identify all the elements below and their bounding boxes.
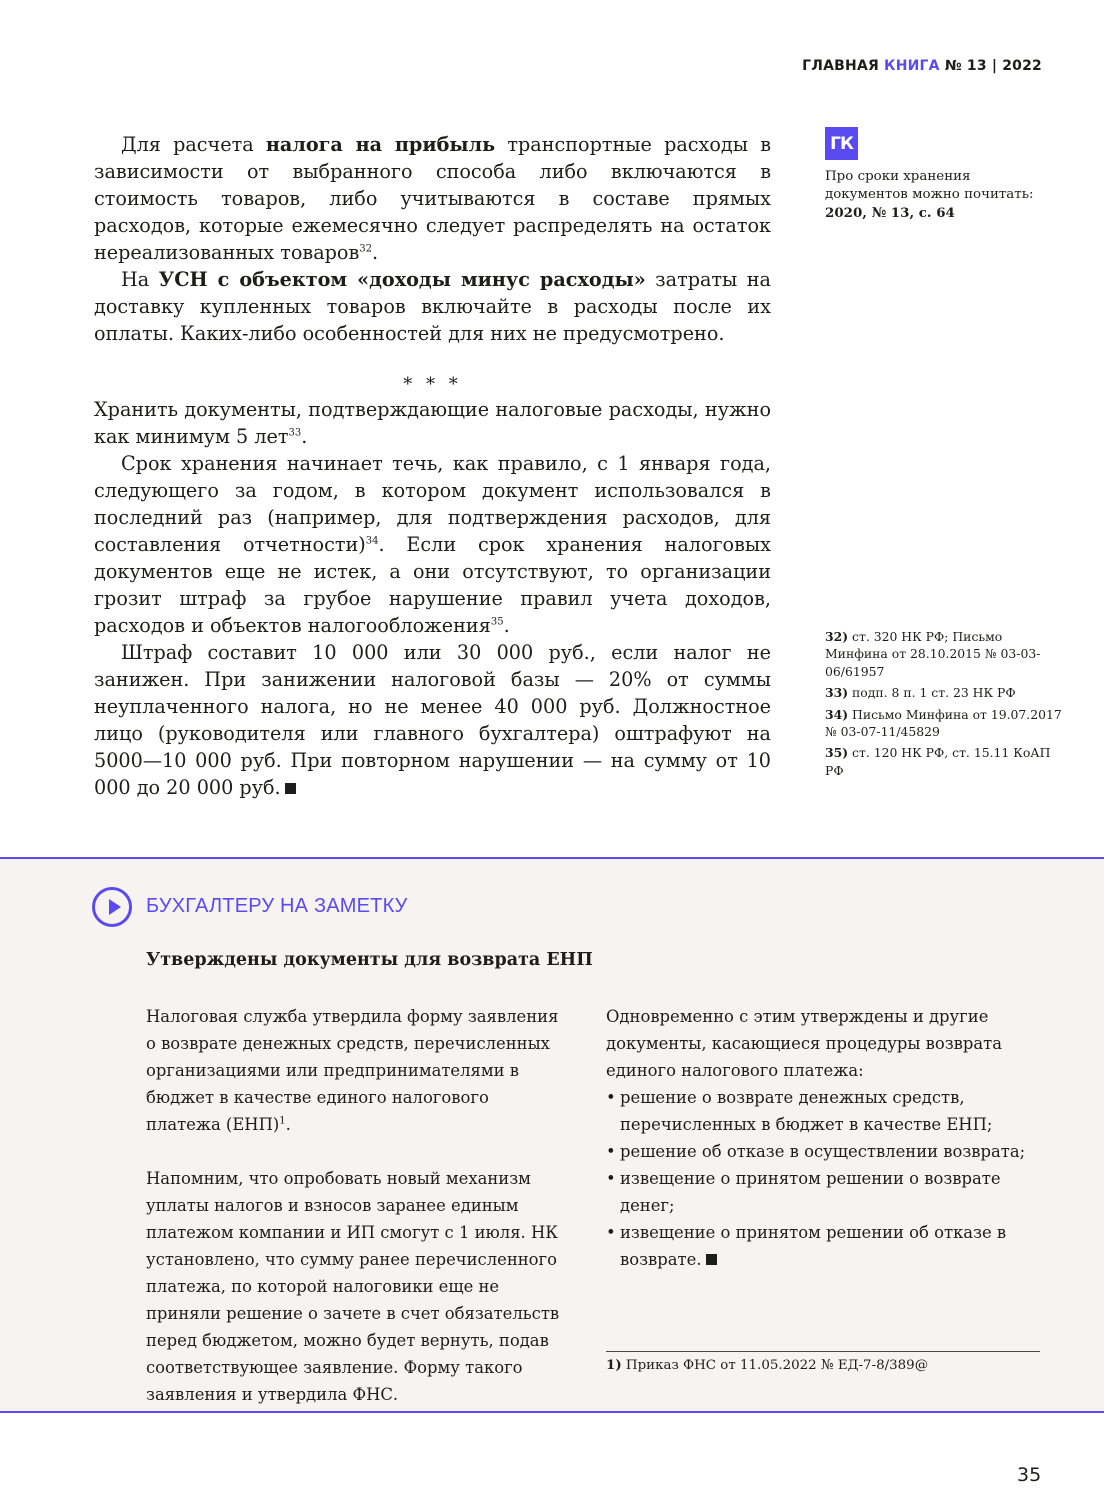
end-square-icon <box>285 783 296 794</box>
list-item: • решение о возврате денежных средств, перечисленных в бюджет в качестве ЕНП; <box>606 1084 1046 1138</box>
footnote-item <box>825 744 1065 779</box>
text: . <box>285 1115 291 1134</box>
footnote-ref: 1 <box>279 1115 286 1127</box>
box-paragraph <box>146 1003 566 1138</box>
paragraph-usn <box>94 266 771 347</box>
sidebar-reference-link[interactable]: 2020, № 13, с. 64 <box>825 205 955 221</box>
text: Налоговая служба утвердила форму заявления о возврате денежных средств, перечисленных организациями или предпринимателями в бюджет в качестве единого налогового платежа (ЕНП) <box>146 1007 559 1134</box>
page-number: 35 <box>1017 1464 1042 1486</box>
text: Для расчета <box>121 133 266 156</box>
document-list <box>606 1084 1046 1273</box>
footnote-item <box>825 684 1065 701</box>
sidebar-reference <box>825 127 1055 223</box>
paragraph-storage-period <box>94 450 771 639</box>
box-label: БУХГАЛТЕРУ НА ЗАМЕТКУ <box>146 895 408 917</box>
section-separator: * * * <box>403 374 462 395</box>
text: извещение о принятом решении об отказе в возврате. <box>620 1223 1007 1269</box>
gk-logo-icon: ГК <box>825 127 858 160</box>
text: Хранить документы, подтверждающие налоговые расходы, нужно как минимум 5 лет <box>94 398 771 448</box>
footnote-ref: 33 <box>288 427 302 439</box>
sidebar-line: Про сроки хранения <box>825 169 971 184</box>
footnote-number: 34) <box>825 706 849 722</box>
sidebar-line: документов можно почитать: <box>825 187 1034 202</box>
text: . Если срок хранения налоговых документов еще не истек, а они отсутствуют, то организации грозит штраф за грубое нарушение правил учета доходов, расходов и объектов налогообложения <box>94 533 771 637</box>
footnote-text: подп. 8 п. 1 ст. 23 НК РФ <box>848 685 1016 701</box>
footnote-text: ст. 320 НК РФ; Письмо Минфина от 28.10.2015 № 03-03-06/61957 <box>825 629 1041 679</box>
footnote-number: 33) <box>825 685 849 701</box>
header-title-part2: КНИГА <box>884 58 940 74</box>
footnote-ref: 35 <box>490 616 504 628</box>
header-issue: № 13 | 2022 <box>944 58 1042 74</box>
footnote-number: 32) <box>825 629 849 644</box>
footnote-number: 35) <box>825 745 849 761</box>
footnote-divider <box>606 1351 1040 1352</box>
footnote-text: ст. 120 НК РФ, ст. 15.11 КоАП РФ <box>825 745 1051 778</box>
text: затраты на доставку купленных товаров включайте в расходы после их оплаты. Каких-либо особенностей для них не предусмотрено. <box>94 268 771 345</box>
text: Штраф составит 10 000 или 30 000 руб., если налог не занижен. При занижении налоговой базы — 20% от суммы неуплаченного налога, но не менее 40 000 руб. Должностное лицо (руководителя или главного бухгалтера) оштрафуют на 5000—10 000 руб. При повторном нарушении — на сумму от 10 000 до 20 000 руб. <box>94 641 771 799</box>
footnote-item <box>825 706 1065 741</box>
footnote-number: 1) <box>606 1357 622 1373</box>
footnote-text: Письмо Минфина от 19.07.2017 № 03-07-11/45829 <box>825 706 1062 740</box>
sidebar-note <box>825 168 1055 223</box>
paragraph-storage <box>94 396 771 450</box>
footnote-ref: 34 <box>365 535 379 547</box>
box-footnote <box>606 1357 928 1373</box>
text: транспортные расходы в зависимости от выбранного способа либо включаются в стоимость товаров, либо учитываются в составе прямых расходов, которые ежемесячно следует распределять на остаток нереализованных товаров <box>94 133 772 264</box>
footnote-ref: 32 <box>359 243 373 255</box>
footnotes <box>825 628 1065 783</box>
footnote-text: Приказ ФНС от 11.05.2022 № ЕД-7-8/389@ <box>621 1358 929 1373</box>
text: . <box>301 425 308 448</box>
text: . <box>372 241 379 264</box>
box-left-column <box>146 1003 566 1408</box>
list-item: • решение об отказе в осуществлении возврата; <box>606 1138 1046 1165</box>
paragraph-fine <box>94 639 771 801</box>
header-title-part1: ГЛАВНАЯ <box>802 58 879 74</box>
journal-header <box>802 58 1042 74</box>
text: . <box>503 614 510 637</box>
box-right-column <box>606 1003 1046 1273</box>
list-item <box>606 1219 1046 1273</box>
play-icon <box>92 887 132 927</box>
box-paragraph: Напомним, что опробовать новый механизм уплаты налогов и взносов заранее единым платежом компании и ИП смогут с 1 июля. НК установлено, что сумму ранее перечисленного платежа, по которой налоговики еще не приняли решение о зачете в счет обязательств перед бюджетом, можно будет вернуть, подав соответствующее заявление. Форму такого заявления и утвердила ФНС. <box>146 1169 560 1404</box>
main-article <box>94 131 771 801</box>
end-square-icon <box>706 1254 717 1265</box>
footnote-item <box>825 628 1065 680</box>
bold-text: УСН с объектом «доходы минус расходы» <box>158 268 646 291</box>
bold-text: налога на прибыль <box>265 133 496 156</box>
paragraph-profit-tax <box>94 131 771 266</box>
accountant-note-box <box>0 857 1104 1413</box>
list-item: • извещение о принятом решении о возврате денег; <box>606 1165 1046 1219</box>
box-title: Утверждены документы для возврата ЕНП <box>146 950 593 970</box>
text: Срок хранения начинает течь, как правило, с 1 января года, следующего за годом, в котором документ использовался в последний раз (например, для подтверждения расходов, для составления отчетности) <box>94 452 771 556</box>
text: На <box>121 268 159 291</box>
box-paragraph: Одновременно с этим утверждены и другие документы, касающиеся процедуры возврата единого налогового платежа: <box>606 1007 1002 1080</box>
